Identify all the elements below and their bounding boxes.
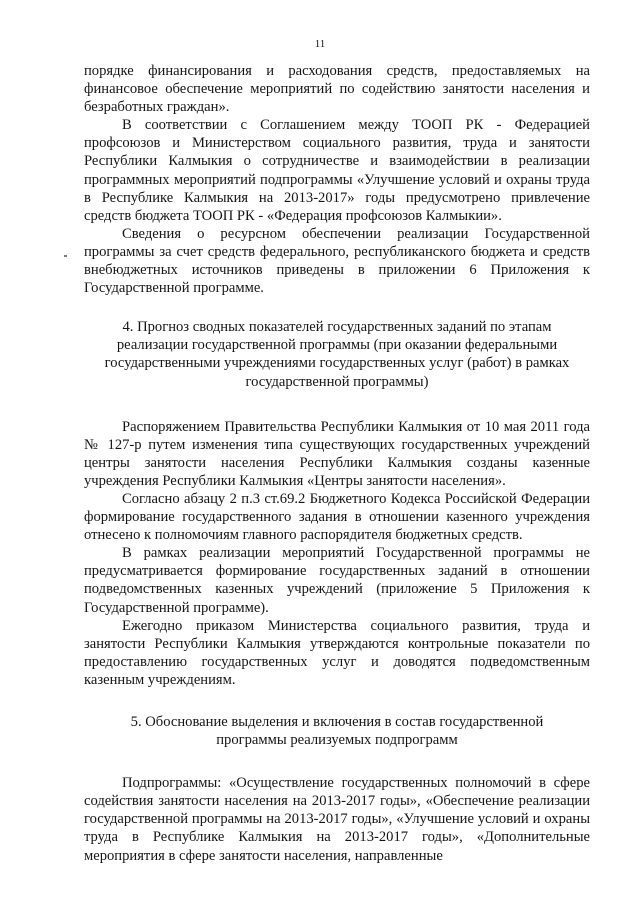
section-4-heading: 4. Прогноз сводных показателей государственных заданий по этапам реализации государственной программы (при оказании федеральными государственными учреждениями государственных услуг (работ) в рамках государственной программы) xyxy=(104,319,570,390)
page-number: 11 xyxy=(314,38,326,50)
paragraph-agreement: В соответствии с Соглашением между ТООП РК - Федерацией профсоюзов и Министерством социального развития, труда и занятости Республики Калмыкия о сотрудничестве и взаимодействии в реализации программных мероприятий подпрограммы «Улучшение условий и охраны труда в Республике Калмыкия на 2013-2017» годы предусмотрено привлечение средств бюджета ТООП РК - «Федерация профсоюзов Калмыкии». xyxy=(84,117,590,224)
section-5-heading: 5. Обоснование выделения и включения в состав государственной программы реализуемых подпрограмм xyxy=(130,714,544,749)
paragraph-state-tasks: В рамках реализации мероприятий Государственной программы не предусматривается формирование государственных заданий в отношении подведомственных казенных учреждений (приложение 5 Приложения к Государственной программе). xyxy=(84,545,590,616)
margin-mark xyxy=(64,255,67,257)
paragraph-budget-code: Согласно абзацу 2 п.3 ст.69.2 Бюджетного Кодекса Российской Федерации формирование государственного задания в отношении казенного учреждения отнесено к полномочиям главного распорядителя бюджетных средств. xyxy=(84,490,590,544)
paragraph-decree: Распоряжением Правительства Республики Калмыкия от 10 мая 2011 года № 127-р путем изменения типа существующих государственных учреждений центры занятости населения Республики Калмыкия созданы казенные учреждения Республики Калмыкия «Центры занятости населения». xyxy=(84,418,590,489)
paragraph-annual-order: Ежегодно приказом Министерства социального развития, труда и занятости Республики Калмыкия утверждаются контрольные показатели по предоставлению государственных услуг и доводятся подведомственным казенным учреждениям. xyxy=(84,617,590,688)
document-body xyxy=(84,62,590,865)
paragraph-continuation: порядке финансирования и расходования средств, предоставляемых на финансовое обеспечение мероприятий по содействию занятости населения и безработных граждан». xyxy=(84,63,590,116)
paragraph-resources: Сведения о ресурсном обеспечении реализации Государственной программы за счет средств федерального, республиканского бюджета и средств внебюджетных источников приведены в приложении 6 Приложения к Государственной программе. xyxy=(84,225,590,297)
paragraph-subprograms: Подпрограммы: «Осуществление государственных полномочий в сфере содействия занятости населения на 2013-2017 годы», «Обеспечение реализации государственной программы на 2013-2017 годы», «Улучшение условий и охраны труда в Республике Калмыкия на 2013-2017 годы», «Дополнительные мероприятия в сфере занятости населения, направленные xyxy=(84,775,590,864)
